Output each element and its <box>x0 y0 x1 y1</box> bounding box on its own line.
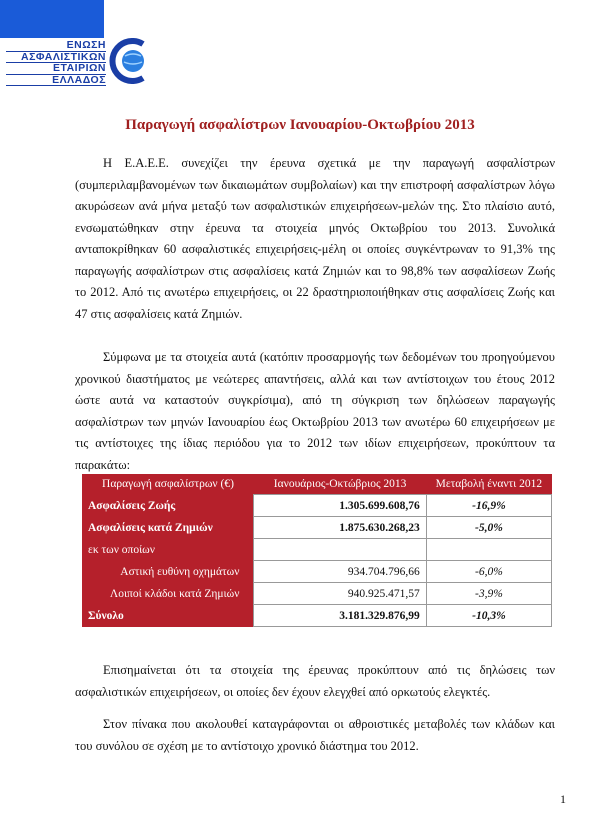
paragraph-text: Σύμφωνα με τα στοιχεία αυτά (κατόπιν προσαρμογής των δεδομένων του προηγούμενου χρονικού διαστήματος με νεώτερες απαντήσεις, αλλά και των αντίστοιχων του έτους 2012 ώστε αυτά να καταστούν συγκρίσιμα), από τη σύγκριση των δηλώσεων παραγωγής ασφαλίστρων των μηνών Ιανουαρίου έως Οκτωβρίου 2013 των ανωτέρω 60 επιχειρήσεων με τις αντίστοιχες της ίδιας περιόδου για το 2012 των ιδίων επιχειρήσεων, προκύπτουν τα παρακάτω: <box>75 350 555 472</box>
next-table-paragraph <box>75 714 555 757</box>
table-row <box>82 495 552 517</box>
row-label: Λοιποί κλάδοι κατά Ζημιών <box>82 583 254 605</box>
row-label: Σύνολο <box>82 605 254 627</box>
column-header: Παραγωγή ασφαλίστρων (€) <box>82 474 254 495</box>
page-title: Παραγωγή ασφαλίστρων Ιανουαρίου-Οκτωβρίου 2013 <box>125 117 475 133</box>
row-value: 3.181.329.876,99 <box>254 605 426 627</box>
comparison-paragraph <box>75 347 555 476</box>
row-label: εκ των οποίων <box>82 539 254 561</box>
table-row <box>82 605 552 627</box>
row-label: Ασφαλίσεις Ζωής <box>82 495 254 517</box>
row-value: 1.305.699.608,76 <box>254 495 426 517</box>
logo-line: ΕΛΛΑΔΟΣ <box>6 75 106 87</box>
paragraph-text: Η Ε.Α.Ε.Ε. συνεχίζει την έρευνα σχετικά με την παραγωγή ασφαλίστρων (συμπεριλαμβανομένων των δικαιωμάτων συμβολαίων) και την επιστροφή ασφαλίστρων λόγω ακυρώσεων ανά μήνα μεταξύ των ασφαλιστικών επιχειρήσεων-μελών της. Στο πλαίσιο αυτό, ενσωματώθηκαν στην έρευνα τα στοιχεία μηνός Οκτωβρίου του 2013. Συνολικά ανταποκρίθηκαν 60 ασφαλιστικές επιχειρήσεις-μέλη οι οποίες συγκέντρωναν το 91,3% της παραγωγής ασφαλίστρων στις ασφαλίσεις κατά Ζημιών και το 98,8% των ασφαλίσεων Ζωής το 2012. Από τις ανωτέρω επιχειρήσεις, οι 22 δραστηριοποιήθηκαν στις ασφαλίσεις Ζωής και 47 στις ασφαλίσεις κατά Ζημιών. <box>75 156 555 321</box>
page-number: 1 <box>560 792 566 806</box>
row-change: -3,9% <box>426 583 551 605</box>
row-value: 1.875.630.268,23 <box>254 517 426 539</box>
table-row <box>82 517 552 539</box>
row-change: -16,9% <box>426 495 551 517</box>
table-row <box>82 539 552 561</box>
row-value: 940.925.471,57 <box>254 583 426 605</box>
logo-line: ΕΝΩΣΗ <box>6 40 106 52</box>
paragraph-text: Επισημαίνεται ότι τα στοιχεία της έρευνας προκύπτουν από τις δηλώσεις των ασφαλιστικών επιχειρήσεων, οι οποίες δεν έχουν ελεγχθεί από ορκωτούς ελεγκτές. <box>75 663 555 699</box>
row-value <box>254 539 426 561</box>
row-label: Ασφαλίσεις κατά Ζημιών <box>82 517 254 539</box>
intro-paragraph <box>75 153 555 325</box>
logo-banner <box>0 0 104 38</box>
row-label: Αστική ευθύνη οχημάτων <box>82 561 254 583</box>
premiums-table <box>82 474 552 627</box>
table-row <box>82 583 552 605</box>
column-header: Μεταβολή έναντι 2012 <box>426 474 551 495</box>
row-change: -5,0% <box>426 517 551 539</box>
disclaimer-paragraph <box>75 660 555 703</box>
logo-line: ΕΤΑΙΡΙΩΝ <box>6 63 106 75</box>
column-header: Ιανουάριος-Οκτώβριος 2013 <box>254 474 426 495</box>
logo-line: ΑΣΦΑΛΙΣΤΙΚΩΝ <box>6 52 106 64</box>
row-change <box>426 539 551 561</box>
globe-logo-icon <box>107 38 159 84</box>
association-logo-text <box>6 40 106 86</box>
paragraph-text: Στον πίνακα που ακολουθεί καταγράφονται οι αθροιστικές μεταβολές των κλάδων και του συνόλου σε σχέση με το αντίστοιχο χρονικό διάστημα του 2012. <box>75 717 555 753</box>
table-row <box>82 561 552 583</box>
row-value: 934.704.796,66 <box>254 561 426 583</box>
row-change: -6,0% <box>426 561 551 583</box>
row-change: -10,3% <box>426 605 551 627</box>
table-header-row <box>82 474 552 495</box>
